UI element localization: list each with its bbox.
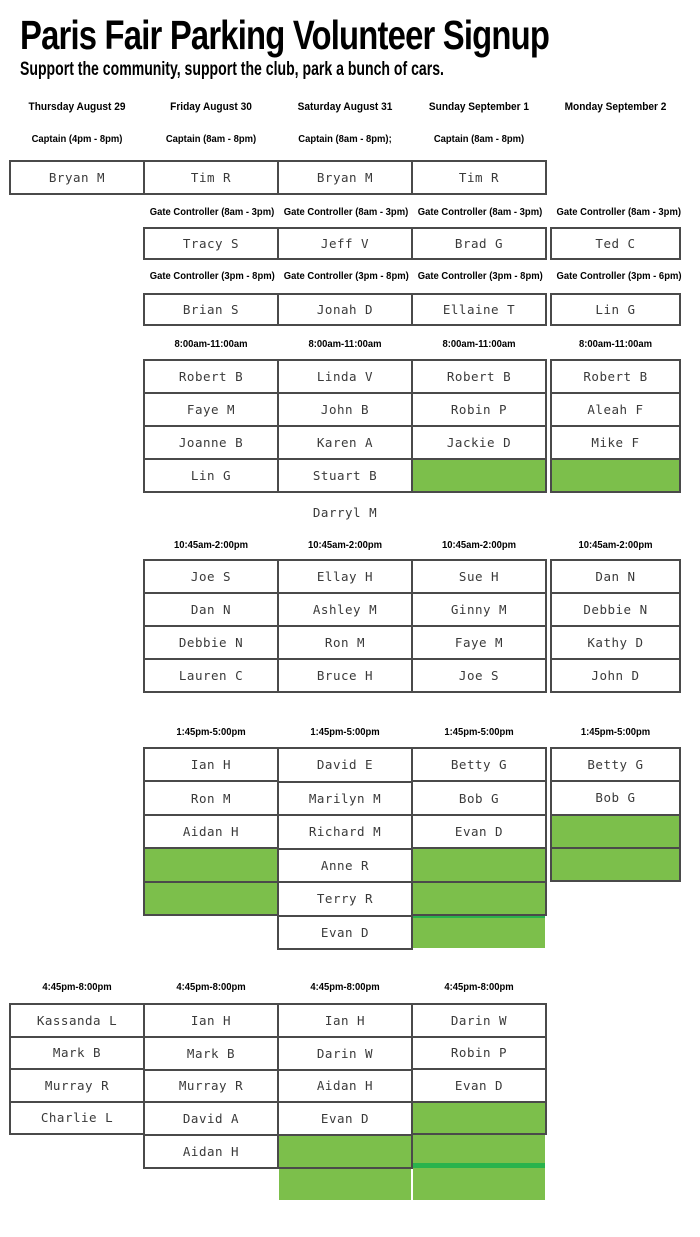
gate-slot[interactable]: Brian S [182, 302, 240, 317]
volunteer-slot[interactable]: Betty G [552, 749, 679, 782]
day-header-thursday: Thursday August 29 [28, 101, 126, 113]
captain-slot[interactable]: Bryan M [316, 170, 374, 185]
green-divider-line [413, 916, 545, 918]
volunteer-slot[interactable]: Robin P [413, 1038, 545, 1071]
captain-table-sunday [411, 160, 547, 195]
shift-0145-label-saturday: 1:45pm-5:00pm [310, 726, 380, 738]
gate-pm-label-monday: Gate Controller (3pm - 6pm) [556, 270, 682, 282]
open-slot[interactable] [413, 849, 545, 882]
shift-0445-table-sunday [411, 1003, 547, 1135]
gate-pm-table-saturday [277, 293, 413, 326]
volunteer-slot[interactable]: Lauren C [178, 668, 244, 683]
shift-0800-table-sunday [411, 359, 547, 493]
open-slot[interactable] [413, 1103, 545, 1134]
volunteer-slot[interactable]: Evan D [413, 1070, 545, 1103]
gate-slot[interactable]: Jonah D [316, 302, 374, 317]
day-header-saturday: Saturday August 31 [297, 101, 393, 113]
volunteer-slot[interactable]: David A [145, 1103, 277, 1136]
shift-0800-table-friday [143, 359, 279, 493]
volunteer-slot[interactable]: Linda V [279, 361, 411, 394]
volunteer-slot[interactable]: Joanne B [145, 427, 277, 460]
gate-slot[interactable]: Ellaine T [442, 302, 516, 317]
volunteer-slot[interactable]: John B [279, 394, 411, 427]
volunteer-slot[interactable]: Evan D [413, 816, 545, 849]
shift-0145-table-monday [550, 747, 681, 882]
volunteer-slot[interactable]: Aidan H [145, 816, 277, 849]
shift-1045-label-monday: 10:45am-2:00pm [578, 539, 653, 551]
gate-pm-table-friday [143, 293, 279, 326]
shift-0145-label-friday: 1:45pm-5:00pm [176, 726, 246, 738]
shift-0145-table-friday [143, 747, 279, 916]
gate-slot[interactable]: Tracy S [182, 236, 240, 251]
volunteer-slot[interactable]: Jackie D [413, 427, 545, 460]
open-slot[interactable] [279, 1136, 411, 1167]
gate-pm-table-monday [550, 293, 681, 326]
gate-pm-label-saturday: Gate Controller (3pm - 8pm) [283, 270, 409, 282]
volunteer-slot[interactable]: Mike F [552, 427, 679, 460]
volunteer-slot[interactable]: Terry R [279, 883, 411, 917]
volunteer-slot[interactable]: John D [591, 668, 640, 683]
shift-1045-label-sunday: 10:45am-2:00pm [441, 539, 517, 551]
gate-pm-label-sunday: Gate Controller (3pm - 8pm) [417, 270, 543, 282]
volunteer-slot[interactable]: Darin W [413, 1005, 545, 1038]
gate-slot[interactable]: Ted C [595, 236, 636, 251]
volunteer-slot[interactable]: Robert B [552, 361, 679, 394]
volunteer-slot[interactable]: Robert B [145, 361, 277, 394]
gate-am-label-saturday: Gate Controller (8am - 3pm) [283, 206, 409, 218]
day-header-monday: Monday September 2 [564, 101, 667, 113]
captain-label-sunday: Captain (8am - 8pm) [433, 133, 525, 145]
open-slot-overflow[interactable] [279, 1169, 411, 1200]
volunteer-slot[interactable]: Evan D [279, 1103, 411, 1136]
volunteer-slot[interactable]: Joe S [458, 668, 500, 683]
volunteer-slot[interactable]: Debbie N [145, 627, 277, 660]
volunteer-slot[interactable]: Ellay H [279, 561, 411, 594]
volunteer-slot[interactable]: Stuart B [312, 468, 378, 483]
captain-label-friday: Captain (8am - 8pm) [165, 133, 257, 145]
open-slot[interactable] [552, 460, 679, 491]
gate-am-label-friday: Gate Controller (8am - 3pm) [149, 206, 275, 218]
volunteer-slot[interactable]: Kassanda L [11, 1005, 143, 1038]
shift-0145-label-sunday: 1:45pm-5:00pm [444, 726, 514, 738]
shift-0800-label-saturday: 8:00am-11:00am [308, 338, 382, 350]
volunteer-slot[interactable]: Sue H [413, 561, 545, 594]
volunteer-slot[interactable]: Bob G [413, 782, 545, 815]
volunteer-slot[interactable]: Kathy D [552, 627, 679, 660]
gate-pm-table-sunday [411, 293, 547, 326]
gate-slot[interactable]: Lin G [595, 302, 636, 317]
open-slot[interactable] [552, 816, 679, 849]
volunteer-slot[interactable]: Darin W [279, 1038, 411, 1071]
captain-table-saturday [277, 160, 413, 195]
volunteer-slot[interactable]: Aidan H [279, 1071, 411, 1104]
volunteer-slot[interactable]: Ian H [145, 1005, 277, 1038]
shift-1045-label-friday: 10:45am-2:00pm [173, 539, 249, 551]
shift-0800-label-friday: 8:00am-11:00am [174, 338, 248, 350]
volunteer-slot[interactable]: Ron M [279, 627, 411, 660]
volunteer-slot[interactable]: Dan N [145, 594, 277, 627]
captain-slot[interactable]: Tim R [190, 170, 232, 185]
captain-label-saturday: Captain (8am - 8pm); [298, 133, 392, 145]
volunteer-slot[interactable]: Evan D [320, 924, 370, 940]
open-slot-overflow[interactable] [413, 1135, 545, 1200]
shift-0800-table-saturday [277, 359, 413, 493]
shift-0445-label-friday: 4:45pm-8:00pm [176, 981, 246, 993]
page-subtitle: Support the community, support the club, park a bunch of cars. [20, 59, 444, 80]
shift-1045-table-monday [550, 559, 681, 693]
volunteer-slot[interactable]: Charlie L [40, 1110, 114, 1126]
gate-am-table-friday [143, 227, 279, 260]
gate-am-label-sunday: Gate Controller (8am - 3pm) [417, 206, 543, 218]
shift-0445-table-friday [143, 1003, 279, 1169]
green-divider-line [413, 1163, 545, 1168]
open-slot[interactable] [145, 883, 277, 914]
volunteer-slot[interactable]: Joe S [145, 561, 277, 594]
volunteer-slot[interactable]: Robert B [413, 361, 545, 394]
gate-am-table-saturday [277, 227, 413, 260]
day-header-sunday: Sunday September 1 [428, 101, 530, 113]
open-slot[interactable] [552, 849, 679, 880]
gate-slot[interactable]: Brad G [454, 236, 504, 251]
shift-0445-table-saturday [277, 1003, 413, 1169]
volunteer-slot[interactable]: Mark B [11, 1038, 143, 1071]
shift-1045-table-friday [143, 559, 279, 693]
gate-slot[interactable]: Jeff V [320, 236, 370, 251]
volunteer-slot[interactable]: Ian H [145, 749, 277, 782]
captain-label-thursday: Captain (4pm - 8pm) [31, 133, 123, 145]
shift-1045-table-sunday [411, 559, 547, 693]
volunteer-slot[interactable]: Bruce H [316, 668, 374, 683]
volunteer-slot[interactable]: Anne R [279, 850, 411, 884]
volunteer-slot[interactable]: Debbie N [552, 594, 679, 627]
volunteer-slot[interactable]: Ian H [279, 1005, 411, 1038]
shift-0445-label-saturday: 4:45pm-8:00pm [310, 981, 380, 993]
open-slot-overflow[interactable] [413, 916, 545, 948]
shift-0800-label-sunday: 8:00am-11:00am [442, 338, 516, 350]
captain-slot[interactable]: Tim R [458, 170, 500, 185]
captain-table-thursday [9, 160, 145, 195]
shift-0445-label-thursday: 4:45pm-8:00pm [42, 981, 112, 993]
volunteer-slot[interactable]: Faye M [413, 627, 545, 660]
volunteer-slot[interactable]: Lin G [190, 468, 232, 483]
volunteer-slot[interactable]: Mark B [145, 1038, 277, 1071]
captain-table-friday [143, 160, 279, 195]
shift-0145-label-monday: 1:45pm-5:00pm [580, 726, 651, 738]
volunteer-slot[interactable]: Marilyn M [279, 783, 411, 817]
gate-am-table-monday [550, 227, 681, 260]
volunteer-slot[interactable]: Aleah F [552, 394, 679, 427]
volunteer-slot[interactable]: Robin P [413, 394, 545, 427]
volunteer-slot[interactable]: Aidan H [182, 1144, 240, 1160]
volunteer-slot[interactable]: David E [279, 749, 411, 783]
volunteer-slot[interactable]: Murray R [145, 1071, 277, 1104]
gate-am-label-monday: Gate Controller (8am - 3pm) [556, 206, 682, 218]
volunteer-slot[interactable]: Ashley M [279, 594, 411, 627]
shift-0800-table-monday [550, 359, 681, 493]
open-slot[interactable] [145, 849, 277, 882]
volunteer-slot[interactable]: Karen A [279, 427, 411, 460]
open-slot[interactable] [413, 460, 545, 491]
shift-0145-table-sunday [411, 747, 547, 916]
day-header-friday: Friday August 30 [170, 101, 252, 113]
open-slot[interactable] [413, 883, 545, 914]
volunteer-slot[interactable]: Ginny M [413, 594, 545, 627]
gate-am-table-sunday [411, 227, 547, 260]
shift-0145-table-saturday [277, 747, 413, 950]
volunteer-slot[interactable]: Ron M [145, 782, 277, 815]
shift-0800-label-monday: 8:00am-11:00am [578, 338, 653, 350]
shift-1045-table-saturday [277, 559, 413, 693]
volunteer-slot[interactable]: Murray R [11, 1070, 143, 1103]
shift-0445-label-sunday: 4:45pm-8:00pm [444, 981, 514, 993]
volunteer-slot[interactable]: Betty G [413, 749, 545, 782]
captain-slot[interactable]: Bryan M [48, 170, 106, 185]
shift-0445-table-thursday [9, 1003, 145, 1135]
volunteer-slot[interactable]: Richard M [279, 816, 411, 850]
shift-1045-label-saturday: 10:45am-2:00pm [307, 539, 383, 551]
page-title: Paris Fair Parking Volunteer Signup [20, 12, 550, 58]
volunteer-slot[interactable]: Faye M [145, 394, 277, 427]
gate-pm-label-friday: Gate Controller (3pm - 8pm) [149, 270, 275, 282]
volunteer-slot[interactable]: Dan N [552, 561, 679, 594]
overflow-name: Darryl M [312, 505, 378, 520]
volunteer-slot[interactable]: Bob G [552, 782, 679, 815]
